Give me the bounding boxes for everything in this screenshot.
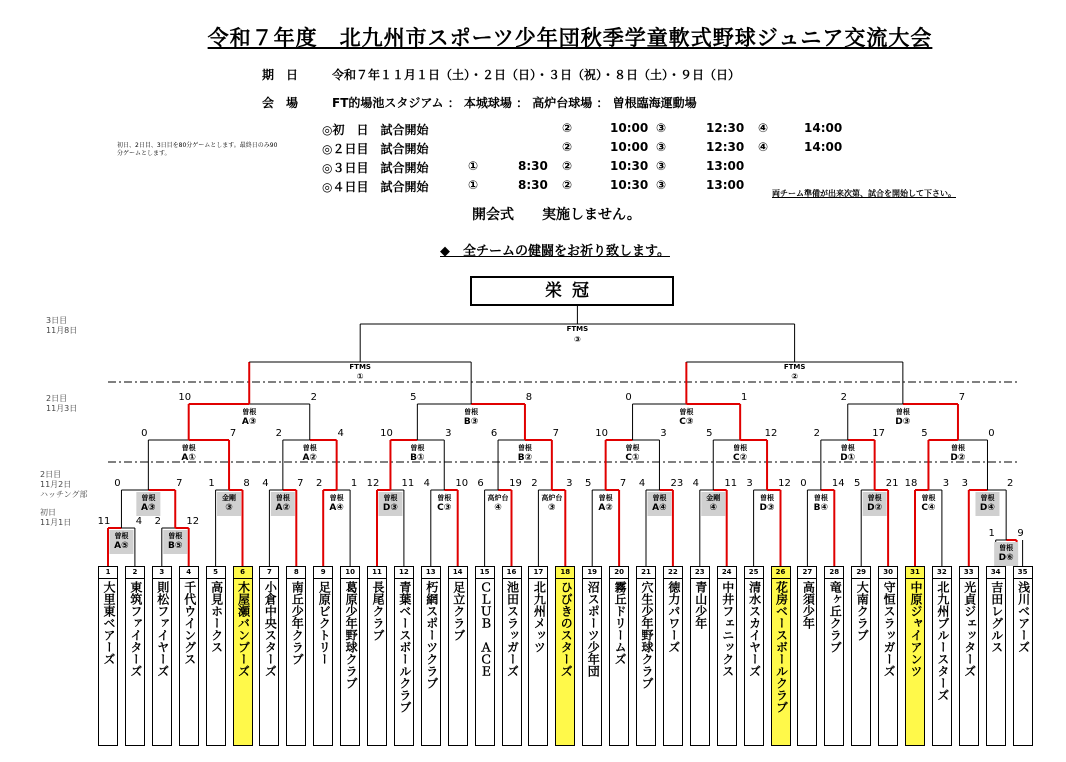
team-box — [286, 566, 306, 746]
team-box — [421, 566, 441, 746]
score-right: 7 — [958, 392, 966, 403]
game-code: A② — [598, 503, 613, 513]
schedule-g2n: ② — [562, 159, 573, 173]
score-right: 3 — [566, 478, 573, 489]
team-box — [663, 566, 683, 746]
team-box — [367, 566, 387, 746]
game-code: ③ — [548, 503, 556, 513]
team-number: 25 — [745, 567, 763, 579]
score-right: 1 — [740, 392, 748, 403]
score-right: 7 — [229, 428, 237, 439]
team-number: 11 — [368, 567, 386, 579]
score-left: 10 — [178, 392, 192, 403]
team-box — [233, 566, 253, 746]
game-code: D② — [950, 453, 966, 463]
schedule-g1n: ① — [468, 178, 479, 192]
game-code: B③ — [463, 417, 479, 427]
team-name: 千代ウイングス — [182, 581, 197, 665]
score-left: 11 — [97, 516, 111, 527]
schedule-g2n: ② — [562, 121, 573, 135]
team-number: 17 — [529, 567, 547, 579]
game-venue: 曽根 — [275, 494, 290, 502]
venue-value: FT的場池スタジアム ： 本城球場 ： 高炉台球場 ： 曽根臨海運動場 — [332, 96, 697, 110]
game-code: A⑤ — [114, 541, 129, 551]
team-name: 長尾クラブ — [371, 581, 385, 641]
team-name: 光貞ジェッターズ — [962, 581, 977, 677]
score-left: 0 — [625, 392, 632, 403]
team-name: 葛原少年野球クラブ — [344, 581, 359, 689]
team-box — [125, 566, 145, 746]
team-box — [502, 566, 522, 746]
team-box — [1013, 566, 1033, 746]
game-venue: 曽根 — [517, 444, 532, 452]
team-number: 1 — [99, 567, 117, 579]
schedule-g2t: 10:30 — [610, 178, 649, 192]
score-left: 4 — [423, 478, 430, 489]
score-left: 5 — [921, 428, 928, 439]
score-left: 10 — [380, 428, 393, 439]
game-venue: 曽根 — [867, 494, 882, 502]
semi-num: ① — [356, 372, 364, 381]
team-box — [986, 566, 1006, 746]
team-box — [744, 566, 764, 746]
team-number: 3 — [153, 567, 171, 579]
day-label-3: 3日目 11月8日 — [46, 316, 78, 335]
team-box — [878, 566, 898, 746]
team-number: 29 — [852, 567, 870, 579]
schedule-day: ◎２日目 試合開始 — [322, 142, 429, 156]
team-number: 28 — [825, 567, 843, 579]
schedule-g3t: 13:00 — [706, 178, 745, 192]
team-name: 足原ビクトリー — [317, 581, 332, 665]
prepare-note: 両チーム準備が出来次第、試合を開始して下さい。 — [772, 189, 956, 198]
champion-box: 栄冠 — [470, 276, 674, 306]
team-number: 19 — [583, 567, 601, 579]
game-venue: 曽根 — [895, 408, 910, 416]
period-label: 期 日 — [262, 68, 299, 82]
team-number: 26 — [772, 567, 790, 579]
team-number: 32 — [933, 567, 951, 579]
team-box — [690, 566, 710, 746]
game-venue: 高炉台 — [541, 494, 563, 502]
game-venue: 曽根 — [840, 444, 855, 452]
game-code: A② — [302, 453, 318, 463]
team-box — [555, 566, 575, 746]
team-name: 穴生少年野球クラブ — [640, 581, 654, 689]
game-code: A③ — [241, 417, 257, 427]
final-num: ③ — [574, 335, 581, 344]
game-venue: 曽根 — [302, 444, 317, 452]
team-box — [448, 566, 468, 746]
score-right: 4 — [135, 516, 143, 527]
score-right: 7 — [176, 478, 183, 489]
schedule-g2t: 10:30 — [610, 159, 649, 173]
team-number: 24 — [718, 567, 736, 579]
game-venue: 曽根 — [114, 532, 129, 540]
team-name: ひびきのスターズ — [559, 581, 574, 677]
score-right: 11 — [724, 478, 738, 489]
game-venue: 曽根 — [760, 494, 775, 502]
schedule-g4t: 14:00 — [804, 121, 843, 135]
score-left: 3 — [746, 478, 753, 489]
score-left: 3 — [961, 478, 968, 489]
game-venue: 曽根 — [242, 408, 257, 416]
team-name: 青葉ベースボールクラブ — [397, 581, 412, 713]
venue-label: 会 場 — [262, 96, 299, 110]
game-code: C④ — [921, 503, 936, 513]
team-number: 27 — [798, 567, 816, 579]
game-code: B② — [517, 453, 533, 463]
team-number: 35 — [1014, 567, 1032, 579]
team-box — [206, 566, 226, 746]
game-code: D③ — [759, 503, 775, 513]
schedule-g2n: ② — [562, 178, 573, 192]
game-code: D④ — [979, 503, 996, 513]
team-name: 守恒スラッガーズ — [882, 581, 897, 677]
game-code: ③ — [225, 503, 233, 513]
team-name: 高須少年 — [801, 581, 816, 629]
game-code: A① — [181, 453, 196, 463]
day-label-2: 2日目 11月3日 — [46, 394, 78, 413]
team-name: 東筑ファイターズ — [128, 581, 143, 677]
schedule-g3t: 13:00 — [706, 159, 745, 173]
team-box — [824, 566, 844, 746]
score-right: 3 — [942, 478, 950, 489]
game-code: D② — [867, 503, 883, 513]
team-box — [582, 566, 602, 746]
score-left: 2 — [840, 392, 847, 403]
game-code: A④ — [652, 503, 667, 513]
score-left: 5 — [706, 428, 713, 439]
game-venue: 金剛 — [222, 494, 237, 502]
team-name: 霧丘ドリームズ — [613, 581, 628, 665]
team-box — [98, 566, 118, 746]
team-number: 30 — [879, 567, 897, 579]
game-venue: 曽根 — [464, 408, 479, 416]
score-left: 4 — [692, 478, 699, 489]
team-name: 南丘少年クラブ — [290, 581, 305, 665]
score-right: 11 — [401, 478, 415, 489]
score-right: 0 — [988, 428, 995, 439]
schedule-day: ◎３日目 試合開始 — [322, 161, 429, 175]
schedule-g2t: 10:00 — [610, 121, 649, 135]
team-box — [851, 566, 871, 746]
schedule-g1t: 8:30 — [518, 159, 548, 173]
team-number: 12 — [395, 567, 413, 579]
schedule-day: ◎初 日 試合開始 — [322, 123, 429, 137]
game-code: D① — [840, 453, 856, 463]
game-venue: 曽根 — [921, 494, 936, 502]
score-right: 8 — [525, 392, 533, 403]
score-right: 10 — [455, 478, 469, 489]
game-venue: 曽根 — [598, 494, 613, 502]
score-right: 7 — [619, 478, 627, 489]
team-number: 22 — [664, 567, 682, 579]
team-box — [636, 566, 656, 746]
score-right: 8 — [243, 478, 250, 489]
game-venue: 曽根 — [168, 532, 183, 540]
team-name: 大南クラブ — [855, 581, 870, 641]
team-number: 6 — [234, 567, 252, 579]
team-box — [179, 566, 199, 746]
score-left: 0 — [800, 478, 807, 489]
schedule-g4n: ④ — [758, 121, 769, 135]
game-venue: 曽根 — [999, 544, 1014, 552]
team-box — [313, 566, 333, 746]
game-venue: 高炉台 — [487, 494, 509, 502]
game-venue: 曽根 — [181, 444, 196, 452]
score-left: 2 — [275, 428, 283, 439]
score-left: 12 — [366, 478, 380, 489]
game-venue: 曽根 — [437, 494, 452, 502]
game-venue: 曽根 — [950, 444, 965, 452]
score-left: 4 — [638, 478, 646, 489]
team-number: 34 — [987, 567, 1005, 579]
score-right: 3 — [660, 428, 667, 439]
team-name: 大里東ベアーズ — [102, 581, 116, 665]
score-left: 4 — [262, 478, 269, 489]
team-number: 21 — [637, 567, 655, 579]
schedule-note: 初日、2日目、3日目を80分ゲームとします。最終日のみ90分ゲームとします。 — [117, 142, 278, 157]
game-venue: 曽根 — [813, 494, 828, 502]
team-name: 北九州メッツ — [532, 581, 547, 653]
team-number: 7 — [260, 567, 278, 579]
team-number: 13 — [422, 567, 440, 579]
team-box — [259, 566, 279, 746]
team-box — [394, 566, 414, 746]
game-venue: 曽根 — [625, 444, 640, 452]
team-name: ＣＬＵＢ ＡＣＥ — [478, 581, 493, 677]
day-label-2b: 2日目 11月2日 ハッチング部 — [40, 470, 88, 499]
team-name: 高見ホークス — [209, 581, 224, 653]
score-left: 2 — [531, 478, 538, 489]
score-left: 2 — [154, 516, 161, 527]
schedule-g4t: 14:00 — [804, 140, 843, 154]
game-code: B④ — [813, 503, 829, 513]
schedule-g3t: 12:30 — [706, 121, 745, 135]
game-code: B① — [410, 453, 425, 463]
score-left: 6 — [477, 478, 484, 489]
game-venue: 曽根 — [383, 494, 398, 502]
score-right: 12 — [778, 478, 791, 489]
score-right: 9 — [1017, 528, 1024, 539]
game-venue: 曽根 — [329, 494, 344, 502]
team-number: 10 — [341, 567, 359, 579]
team-box — [475, 566, 495, 746]
score-right: 7 — [552, 428, 560, 439]
score-right: 3 — [445, 428, 452, 439]
score-right: 2 — [310, 392, 317, 403]
game-code: C③ — [679, 417, 694, 427]
schedule-g3n: ③ — [656, 159, 667, 173]
score-right: 12 — [186, 516, 200, 527]
team-name: 足立クラブ — [451, 581, 466, 641]
score-left: 1 — [988, 528, 995, 539]
score-left: 5 — [410, 392, 417, 403]
team-number: 8 — [287, 567, 305, 579]
team-number: 33 — [960, 567, 978, 579]
schedule-g1n: ① — [468, 159, 479, 173]
team-name: 小倉中央スターズ — [263, 581, 278, 677]
team-number: 4 — [180, 567, 198, 579]
team-name: 池田スラッガーズ — [505, 581, 520, 677]
closing-message: ◆ 全チームの健闘をお祈り致します。 — [440, 244, 670, 259]
final-venue: FTMS — [566, 325, 589, 333]
schedule-g3n: ③ — [656, 140, 667, 154]
team-name: 則松ファイヤーズ — [155, 581, 170, 677]
team-box — [797, 566, 817, 746]
score-left: 6 — [490, 428, 498, 439]
score-right: 21 — [885, 478, 899, 489]
game-code: A③ — [141, 503, 156, 513]
score-right: 23 — [670, 478, 684, 489]
game-code: A④ — [329, 503, 344, 513]
game-venue: 曽根 — [679, 408, 694, 416]
team-number: 14 — [449, 567, 467, 579]
schedule-g3n: ③ — [656, 178, 667, 192]
score-right: 1 — [350, 478, 358, 489]
score-left: 0 — [114, 478, 121, 489]
team-number: 15 — [476, 567, 494, 579]
score-left: 2 — [813, 428, 821, 439]
score-right: 12 — [764, 428, 778, 439]
team-name: 浅川ベアーズ — [1016, 581, 1031, 653]
schedule-day: ◎４日目 試合開始 — [322, 180, 429, 194]
team-box — [340, 566, 360, 746]
score-left: 18 — [904, 478, 918, 489]
game-code: ④ — [709, 503, 718, 513]
score-right: 14 — [831, 478, 845, 489]
team-number: 31 — [906, 567, 924, 579]
team-name: 吉田レグルス — [989, 581, 1004, 653]
game-venue: 曽根 — [652, 494, 667, 502]
game-code: D③ — [895, 417, 911, 427]
schedule-g1t: 8:30 — [518, 178, 548, 192]
game-code: C① — [625, 453, 640, 463]
team-name: 徳力パワーズ — [666, 581, 681, 653]
game-code: ④ — [494, 503, 502, 513]
period-value: 令和７年１１月１日（土）・２日（日）・３日（祝）・８日（土）・９日（日） — [332, 68, 741, 82]
team-number: 5 — [207, 567, 225, 579]
team-box — [771, 566, 791, 746]
game-code: C② — [733, 453, 748, 463]
team-name: 沼スポーツ少年団 — [586, 581, 601, 677]
score-right: 17 — [872, 428, 886, 439]
opening-ceremony-note: 開会式 実施しません。 — [472, 207, 641, 223]
team-name: 花房ベースボールクラブ — [774, 581, 789, 713]
game-code: D⑥ — [998, 553, 1014, 563]
team-number: 23 — [691, 567, 709, 579]
score-left: 1 — [208, 478, 215, 489]
team-number: 9 — [314, 567, 332, 579]
team-box — [905, 566, 925, 746]
team-box — [932, 566, 952, 746]
team-box — [609, 566, 629, 746]
score-left: 2 — [316, 478, 323, 489]
game-code: B⑤ — [168, 541, 183, 551]
team-name: 木屋瀬バンブーズ — [236, 581, 251, 677]
semi-num: ② — [791, 372, 798, 381]
game-code: D③ — [382, 503, 398, 513]
schedule-g2n: ② — [562, 140, 573, 154]
team-box — [959, 566, 979, 746]
team-name: 中井フェニックス — [720, 581, 735, 677]
day-label-1: 初日 11月1日 — [40, 508, 72, 527]
schedule-g3t: 12:30 — [706, 140, 745, 154]
score-left: 5 — [854, 478, 861, 489]
page-title: 令和７年度 北九州市スポーツ少年団秋季学童軟式野球ジュニア交流大会 — [207, 26, 933, 50]
score-left: 5 — [585, 478, 592, 489]
game-code: A② — [275, 503, 291, 513]
team-name: 青山少年 — [693, 581, 708, 629]
score-right: 19 — [509, 478, 522, 489]
team-number: 20 — [610, 567, 628, 579]
game-venue: 曽根 — [733, 444, 748, 452]
semi-venue: FTMS — [349, 363, 371, 371]
team-number: 2 — [126, 567, 144, 579]
team-name: 竜ヶ丘クラブ — [828, 581, 843, 653]
score-right: 7 — [297, 478, 304, 489]
score-right: 2 — [1006, 478, 1014, 489]
schedule-g4n: ④ — [758, 140, 769, 154]
team-name: 朽網スポーツクラブ — [424, 581, 439, 689]
team-name: 清水スカイヤーズ — [747, 581, 762, 677]
score-left: 0 — [141, 428, 148, 439]
team-number: 16 — [503, 567, 521, 579]
schedule-g2t: 10:00 — [610, 140, 649, 154]
team-name: 中原ジャイアンツ — [909, 581, 923, 677]
score-left: 10 — [595, 428, 609, 439]
game-venue: 曽根 — [141, 494, 156, 502]
schedule-g3n: ③ — [656, 121, 667, 135]
team-box — [717, 566, 737, 746]
game-venue: 曽根 — [410, 444, 425, 452]
score-right: 4 — [337, 428, 344, 439]
team-name: 北九州ブルースターズ — [935, 581, 950, 701]
game-venue: 曽根 — [980, 494, 995, 502]
game-code: C③ — [437, 503, 452, 513]
team-box — [528, 566, 548, 746]
game-venue: 金剛 — [706, 494, 721, 502]
team-number: 18 — [556, 567, 574, 579]
team-box — [152, 566, 172, 746]
semi-venue: FTMS — [783, 363, 806, 371]
